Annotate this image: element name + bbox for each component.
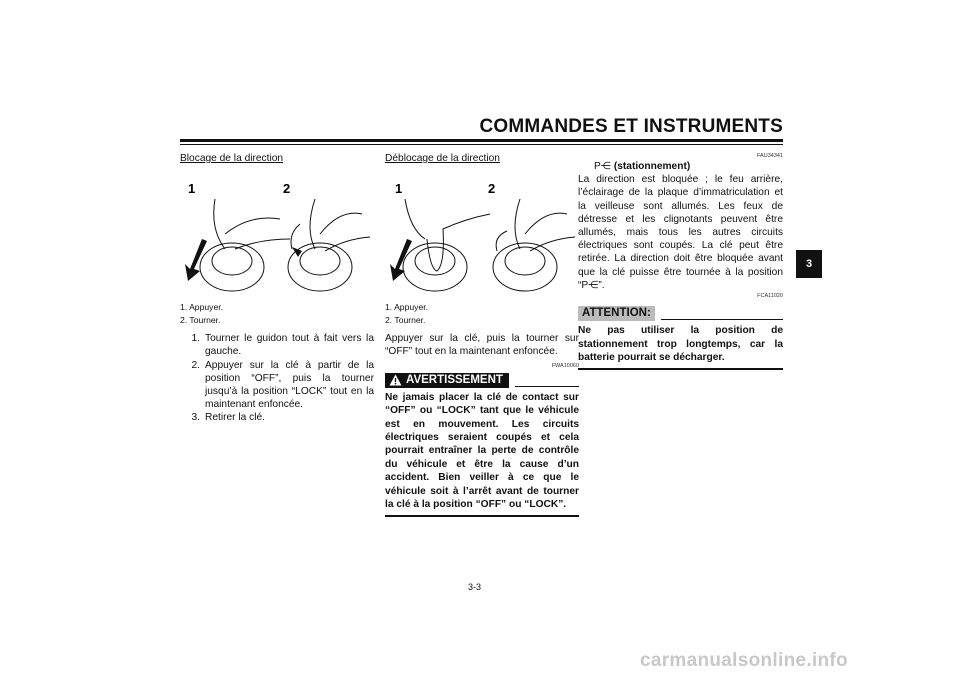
figure-caption bbox=[385, 301, 579, 326]
key-ignition-illustration bbox=[180, 169, 374, 297]
chapter-tab: 3 bbox=[796, 250, 822, 278]
step-item: 3. Retirer la clé. bbox=[191, 412, 266, 424]
key-ignition-illustration bbox=[385, 169, 579, 297]
body-text: Appuyer sur la clé, puis la tourner sur “OFF” tout en la maintenant enfoncée. bbox=[385, 333, 579, 358]
step-item: 1. Tourner le guidon tout à fait vers la gauche. bbox=[191, 333, 374, 358]
caption-item: 1. Appuyer. bbox=[385, 302, 429, 313]
step-list bbox=[180, 332, 374, 424]
page-title: COMMANDES ET INSTRUMENTS bbox=[479, 116, 783, 137]
body-text: La direction est bloquée ; le feu arrière, l’éclairage de la plaque d’immatriculation et la veilleuse sont allumés. Les feux de détresse et les clignotants peuvent être allumés, mais tous les autres circuits électriques sont coupés. La clé peut être retirée. La direction doit être bloquée avant que la clé puisse être tournée à la position “P⋲”. bbox=[578, 174, 783, 291]
header-rule-thin bbox=[180, 144, 783, 145]
column-steering-unlock bbox=[385, 152, 579, 517]
caption-item: 2. Tourner. bbox=[385, 314, 426, 325]
illustration-lock bbox=[180, 169, 374, 297]
reference-code: FAU34341 bbox=[757, 153, 783, 159]
warning-text: Ne jamais placer la clé de contact sur “OFF” ou “LOCK” tant que le véhicule est en mouvement. Les circuits électriques seraient coupés et cela pourrait entraîner la perte de contrôle du véhicule et être la cause d’un accident. Bien veiller à ce que le véhicule soit à l’arrêt avant de tourner la clé à la position “OFF” ou “LOCK”. bbox=[385, 391, 579, 511]
reference-code: FCA11020 bbox=[757, 293, 783, 300]
caution-badge: ATTENTION: bbox=[578, 306, 655, 321]
page-number: 3-3 bbox=[468, 582, 482, 592]
caution-header bbox=[578, 306, 783, 321]
fig-label: 1 bbox=[395, 181, 403, 197]
caution-text: Ne pas utiliser la position de stationnement trop longtemps, car la batterie pourrait se décharger. bbox=[578, 325, 783, 364]
reference-code: FWA10060 bbox=[551, 362, 579, 369]
fig-label: 2 bbox=[488, 181, 496, 197]
caption-item: 2. Tourner. bbox=[180, 314, 221, 325]
caption-item: 1. Appuyer. bbox=[180, 302, 224, 313]
parking-icon: P⋲ bbox=[594, 161, 611, 172]
column-steering-lock bbox=[180, 152, 374, 425]
step-item: 2. Appuyer sur la clé à partir de la position “OFF”, puis la tourner jusqu’à la position “LOCK” tout en la maintenant enfoncée. bbox=[191, 359, 374, 411]
warning-badge: AVERTISSEMENT bbox=[385, 373, 509, 388]
warning-triangle-icon bbox=[389, 374, 402, 386]
column-parking bbox=[578, 152, 783, 370]
warning-header bbox=[385, 373, 579, 388]
fig-label: 2 bbox=[283, 181, 291, 197]
illustration-unlock bbox=[385, 169, 579, 297]
section-heading: P⋲ (stationnement) bbox=[594, 161, 691, 172]
figure-caption bbox=[180, 301, 374, 326]
header-rule bbox=[180, 139, 783, 142]
section-heading: Déblocage de la direction bbox=[385, 153, 500, 164]
watermark: carmanualsonline.info bbox=[640, 650, 848, 671]
section-heading: Blocage de la direction bbox=[180, 153, 284, 164]
warning-end-rule bbox=[385, 515, 579, 517]
caution-end-rule bbox=[578, 368, 783, 370]
fig-label: 1 bbox=[188, 181, 196, 197]
